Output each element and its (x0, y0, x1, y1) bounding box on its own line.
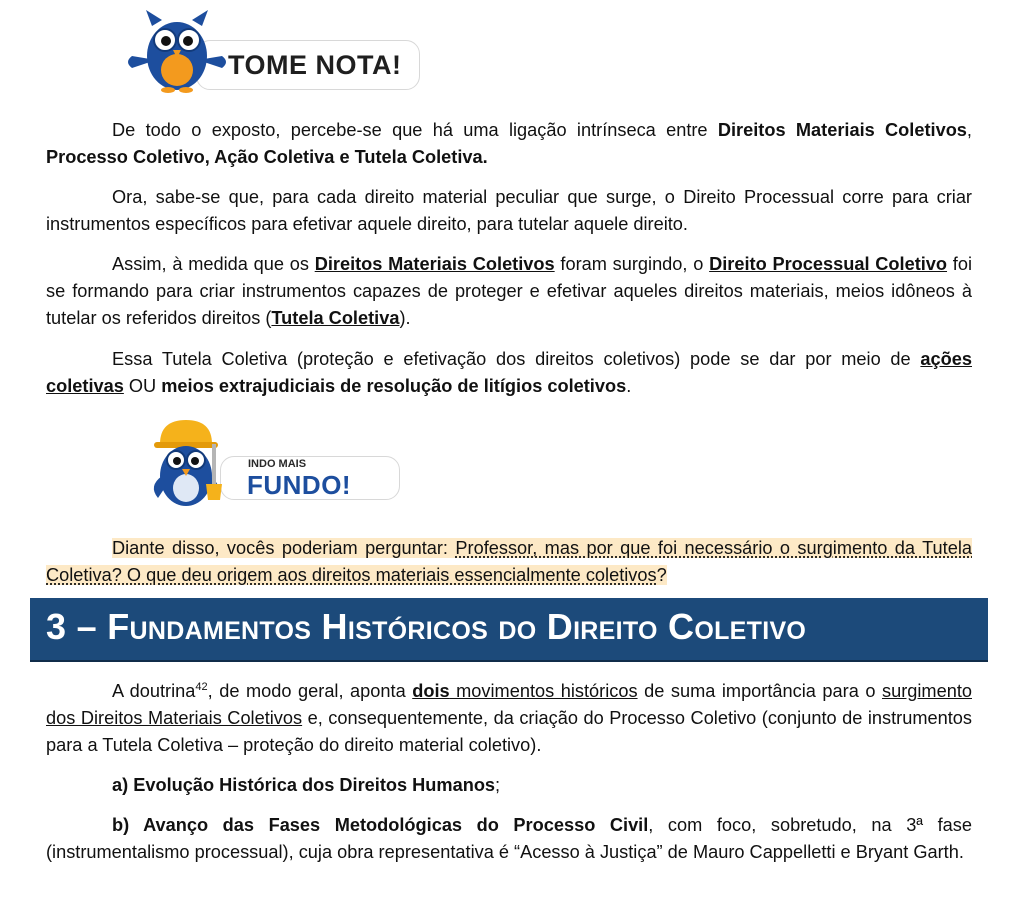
section-heading-title: 3 – Fundamentos Históricos do Direito Coletivo (46, 606, 807, 647)
fundo-label: FUNDO! (247, 470, 352, 500)
paragraph-3: Assim, à medida que os Direitos Materiais Coletivos foram surgindo, o Direito Processual Coletivo foi se formando para criar instrumentos capazes de proteger e efetivar aqueles direitos materiais, meios idôneos à tutelar os referidos direitos (Tutela Coletiva). (46, 254, 972, 328)
owl-mascot-icon (122, 6, 232, 96)
paragraph-1: De todo o exposto, percebe-se que há uma ligação intrínseca entre Direitos Materiais Coletivos, Processo Coletivo, Ação Coletiva e Tutela Coletiva. (46, 120, 972, 167)
list-item-b: b) Avanço das Fases Metodológicas do Processo Civil, com foco, sobretudo, na 3ª fase (instrumentalismo processual), cuja obra representativa é “Acesso à Justiça” de Mauro Cappelletti e Bryant Garth. (46, 815, 972, 862)
paragraph-6: A doutrina$^{42}$, de modo geral, aponta dois movimentos históricos de suma importância para o surgimento dos Direitos Materiais Coletivos e, consequentemente, da criação do Processo Coletivo (conjunto de instrumentos para a Tutela Coletiva – proteção do direito material coletivo). (46, 680, 972, 755)
indo-mais-label: INDO MAIS (248, 458, 307, 470)
list-item-a: a) Evolução Histórica dos Direitos Humanos; (112, 775, 501, 795)
footnote-ref[interactable]: 42 (195, 680, 208, 693)
tome-nota-label: TOME NOTA! (228, 50, 402, 80)
paragraph-2: Ora, sabe-se que, para cada direito material peculiar que surge, o Direito Processual corre para criar instrumentos específicos para efetivar aquele direito, para tutelar aquele direito. (46, 187, 972, 234)
owl-hardhat-mascot-icon (140, 414, 236, 514)
paragraph-4: Essa Tutela Coletiva (proteção e efetivação dos direitos coletivos) pode se dar por meio de ações coletivas OU meios extrajudiciais de resolução de litígios coletivos. (46, 349, 972, 396)
paragraph-5-question: Diante disso, vocês poderiam perguntar: Professor, mas por que foi necessário o surgimento da Tutela Coletiva? O que deu origem aos direitos materiais essencialmente coletivos? (46, 538, 972, 585)
section-heading-bar (30, 598, 988, 662)
